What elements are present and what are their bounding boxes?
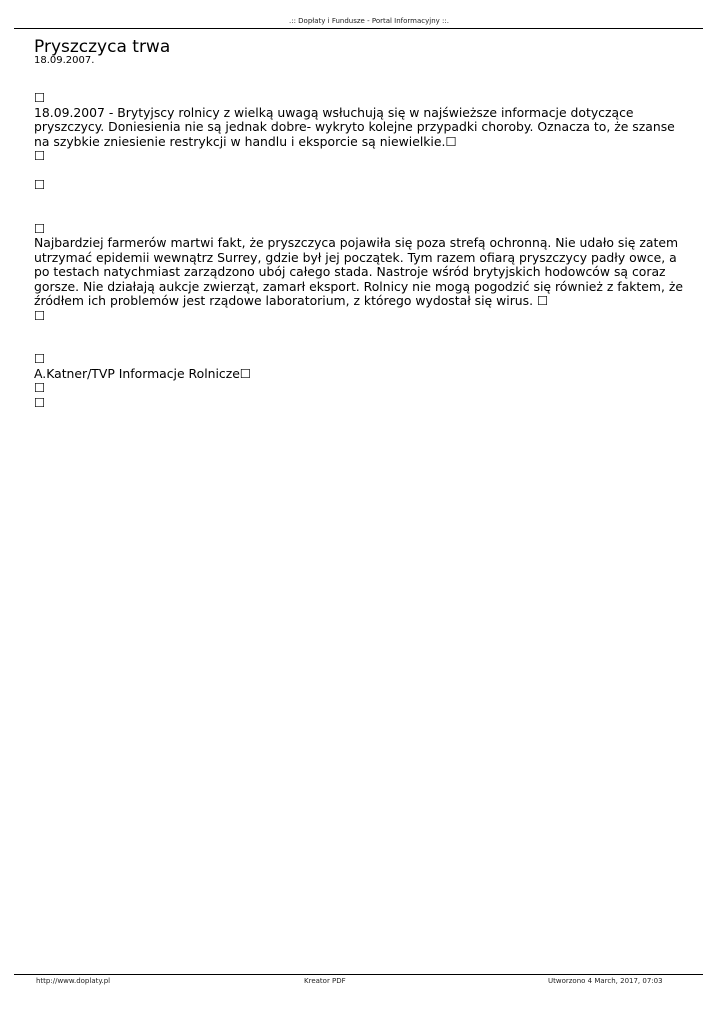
footer-divider: [14, 974, 703, 975]
paragraph-2-line-1: Najbardziej farmerów martwi fakt, że pryszczyca pojawiła się poza strefą ochronną. Nie udało się zatem: [34, 235, 679, 250]
paragraph-2-line-3: po testach natychmiast zarządzono ubój całego stada. Nastroje wśród brytyjskich hodowców są coraz: [34, 264, 666, 279]
site-header-title: .:: Dopłaty i Fundusze - Portal Informacyjny ::.: [289, 17, 449, 25]
placeholder-glyph: ☐: [34, 380, 46, 395]
placeholder-glyph: ☐: [34, 220, 46, 236]
placeholder-glyph: ☐: [34, 148, 46, 163]
paragraph-2-line-5: źródłem ich problemów jest rządowe laboratorium, z którego wydostał się wirus. ☐: [34, 293, 549, 308]
footer-created-date: Utworzono 4 March, 2017, 07:03: [548, 977, 663, 985]
article-date: 18.09.2007.: [34, 55, 95, 66]
paragraph-1-line-3: na szybkie zniesienie restrykcji w handlu i eksporcie są niewielkie.☐: [34, 133, 457, 149]
placeholder-glyph: ☐: [34, 394, 46, 410]
article-source: A.Katner/TVP Informacje Rolnicze☐: [34, 365, 251, 381]
article-title: Pryszczyca trwa: [34, 37, 171, 57]
paragraph-2-line-2: utrzymać epidemii wewnątrz Surrey, gdzie był jej początek. Tym razem ofiarą pryszczycy padły owce, a: [34, 249, 677, 265]
placeholder-glyph: ☐: [34, 177, 46, 192]
footer-generator: Kreator PDF: [304, 977, 346, 985]
article-body: [34, 91, 684, 410]
placeholder-glyph: ☐: [34, 307, 46, 323]
paragraph-2-line-4: gorsze. Nie działają aukcje zwierząt, zamarł eksport. Rolnicy nie mogą pogodzić się również z faktem, że: [34, 278, 683, 294]
placeholder-glyph: ☐: [34, 351, 46, 366]
paragraph-1-line-2: pryszczycy. Doniesienia nie są jednak dobre- wykryto kolejne przypadki choroby. Oznacza to, że szanse: [34, 119, 675, 134]
placeholder-glyph: ☐: [34, 90, 46, 105]
footer-url: http://www.doplaty.pl: [36, 977, 111, 985]
header-divider: [14, 28, 703, 29]
paragraph-1-line-1: 18.09.2007 - Brytyjscy rolnicy z wielką uwagą wsłuchują się w najświeższe informacje dotyczące: [34, 104, 634, 120]
